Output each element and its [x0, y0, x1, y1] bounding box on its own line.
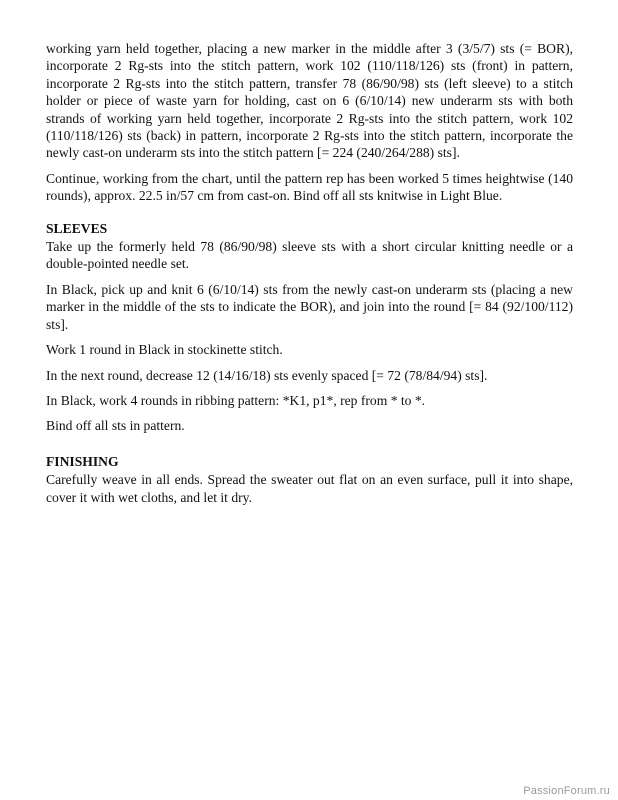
sleeves-paragraph-6: Bind off all sts in pattern.	[46, 418, 185, 434]
sleeves-paragraph-1: Take up the formerly held 78 (86/90/98) sleeve sts with a short circular knitting needle or a double-pointed needle set.	[46, 239, 573, 272]
sleeves-heading: SLEEVES	[46, 220, 108, 236]
sleeves-paragraph-5: In Black, work 4 rounds in ribbing pattern: *K1, p1*, rep from * to *.	[46, 392, 426, 408]
watermark: PassionForum.ru	[523, 785, 610, 797]
finishing-heading: FINISHING	[46, 453, 119, 469]
sleeves-paragraph-3: Work 1 round in Black in stockinette stitch.	[46, 342, 283, 358]
document-page	[46, 40, 573, 514]
body-paragraph-2: Continue, working from the chart, until the pattern rep has been worked 5 times heightwise (140 rounds), approx. 22.5 in/57 cm from cast-on. Bind off all sts knitwise in Light Blue.	[46, 170, 573, 204]
body-paragraph-1: working yarn held together, placing a new marker in the middle after 3 (3/5/7) sts (= BOR), incorporate 2 Rg-sts into the stitch pattern, work 102 (110/118/126) sts (front) in pattern, incorporate 2 Rg-sts into the stitch pattern, transfer 78 (86/90/98) sts (left sleeve) to a stitch holder or piece of waste yarn for holding, cast on 6 (6/10/14) new underarm sts with both strands of working yarn held together, incorporate 2 Rg-sts into the stitch pattern, work 102 (110/118/126) sts (back) in pattern, incorporate 2 Rg-sts into the stitch pattern, incorporate the newly cast-on underarm sts into the stitch pattern [= 224 (240/264/288) sts].	[46, 41, 573, 161]
finishing-paragraph-1: Carefully weave in all ends. Spread the sweater out flat on an even surface, pull it into shape, cover it with wet cloths, and let it dry.	[46, 472, 573, 505]
sleeves-paragraph-2: In Black, pick up and knit 6 (6/10/14) sts from the newly cast-on underarm sts (placing a new marker in the middle of the sts to indicate the BOR), and join into the round [= 84 (92/100/112) sts].	[46, 281, 573, 332]
sleeves-paragraph-4: In the next round, decrease 12 (14/16/18) sts evenly spaced [= 72 (78/84/94) sts].	[46, 367, 488, 383]
